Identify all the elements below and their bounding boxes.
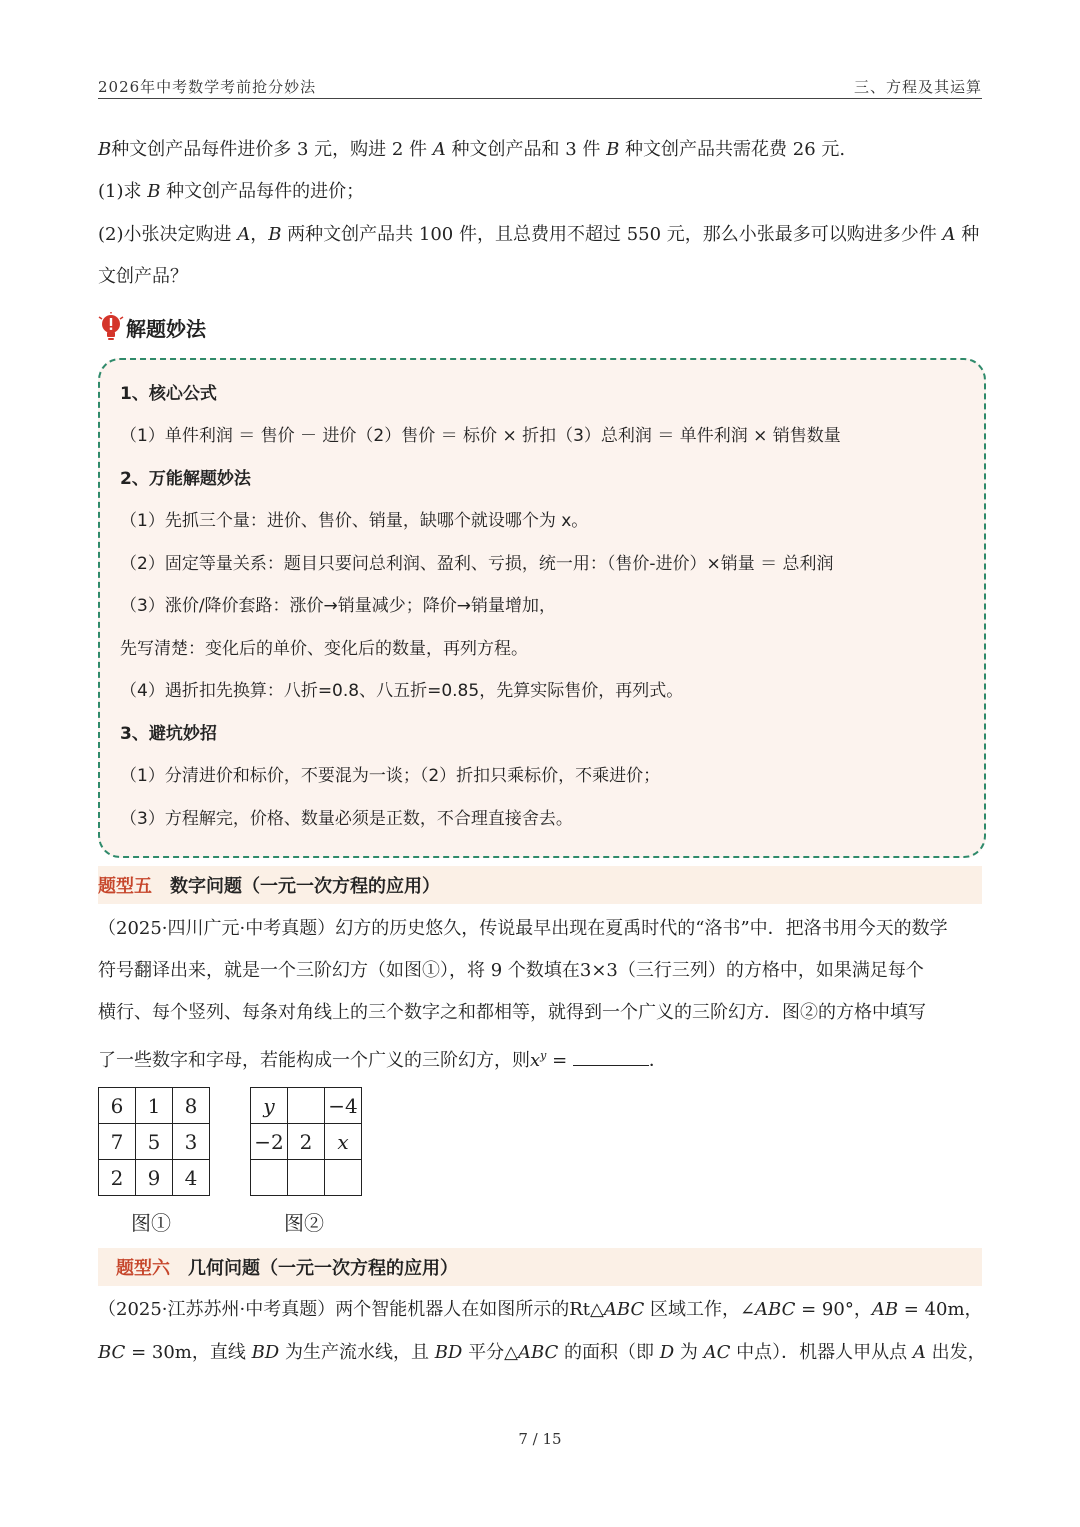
header-left: 2026年中考数学考前抢分妙法 xyxy=(98,78,317,96)
figure-1-caption: 图① xyxy=(131,1211,171,1235)
tips-heading xyxy=(98,312,206,342)
tip-line: （3）方程解完，价格、数量必须是正数，不合理直接舍去。 xyxy=(120,809,573,829)
type5-line-3: 横行、每个竖列、每条对角线上的三个数字之和都相等，就得到一个广义的三阶幻方．图②的方格中填写 xyxy=(98,1002,926,1023)
problem-line-4: 文创产品？ xyxy=(98,266,188,287)
answer-blank[interactable] xyxy=(573,1047,649,1066)
tip-line: 2、万能解题妙法 xyxy=(120,469,251,489)
tip-line: 1、核心公式 xyxy=(120,384,217,404)
tip-line: 3、避坑妙招 xyxy=(120,724,217,744)
type5-line-1: （2025·四川广元·中考真题）幻方的历史悠久，传说最早出现在夏禹时代的“洛书”中．把洛书用今天的数学 xyxy=(98,918,948,939)
tip-line: （3）涨价/降价套路：涨价→销量减少；降价→销量增加， xyxy=(120,596,557,616)
tip-line: 先写清楚：变化后的单价、变化后的数量，再列方程。 xyxy=(120,639,528,659)
type5-line-2: 符号翻译出来，就是一个三阶幻方（如图①），将 9 个数填在3×3（三行三列）的方格中，如果满足每个 xyxy=(98,960,924,981)
type5-line-4: 了一些数字和字母，若能构成一个广义的三阶幻方，则$x^y$ = ． xyxy=(98,1049,667,1071)
lightbulb-icon xyxy=(98,312,124,342)
type6-line-1: （2025·江苏苏州·中考真题）两个智能机器人在如图所示的Rt△ABC 区域工作，∠ABC = 90°，AB = 40m， xyxy=(98,1299,983,1320)
type6-title: 几何问题（一元一次方程的应用） xyxy=(188,1258,458,1279)
tip-line: （4）遇折扣先换算：八折=0.8、八五折=0.85，先算实际售价，再列式。 xyxy=(120,681,684,701)
header-divider xyxy=(98,98,982,99)
tip-line: （1）单件利润 ＝ 售价 － 进价（2）售价 ＝ 标价 × 折扣（3）总利润 ＝ 单件利润 × 销售数量 xyxy=(120,426,841,446)
magic-square-1: 6 1 8 7 5 3 2 9 4 xyxy=(98,1087,210,1196)
type5-tag: 题型五 xyxy=(98,876,152,897)
problem-line-3: (2)小张决定购进 A，B 两种文创产品共 100 件，且总费用不超过 550 元，那么小张最多可以购进多少件 A 种 xyxy=(98,224,980,245)
page-number: 7 / 15 xyxy=(518,1430,562,1448)
magic-square-2: y −4 −2 2 x xyxy=(250,1087,362,1196)
tip-line: （1）分清进价和标价，不要混为一谈；（2）折扣只乘标价，不乘进价； xyxy=(120,766,661,786)
type6-line-2: BC = 30m，直线 BD 为生产流水线，且 BD 平分△ABC 的面积（即 D 为 AC 中点）．机器人甲从点 A 出发， xyxy=(98,1342,986,1363)
problem-line-1: B种文创产品每件进价多 3 元，购进 2 件 A 种文创产品和 3 件 B 种文创产品共需花费 26 元. xyxy=(98,139,846,160)
figure-2-caption: 图② xyxy=(284,1211,324,1235)
type5-band xyxy=(98,866,982,904)
tips-title: 解题妙法 xyxy=(126,316,206,341)
tip-line: （1）先抓三个量：进价、售价、销量，缺哪个就设哪个为 x。 xyxy=(120,511,589,531)
type5-title: 数字问题（一元一次方程的应用） xyxy=(170,876,440,897)
type6-tag: 题型六 xyxy=(116,1258,170,1279)
header-right: 三、方程及其运算 xyxy=(853,78,982,96)
problem-line-2: (1)求 B 种文创产品每件的进价； xyxy=(98,181,365,202)
tip-line: （2）固定等量关系：题目只要问总利润、盈利、亏损，统一用：（售价-进价）×销量 ＝ 总利润 xyxy=(120,554,834,574)
type6-band xyxy=(98,1248,982,1286)
